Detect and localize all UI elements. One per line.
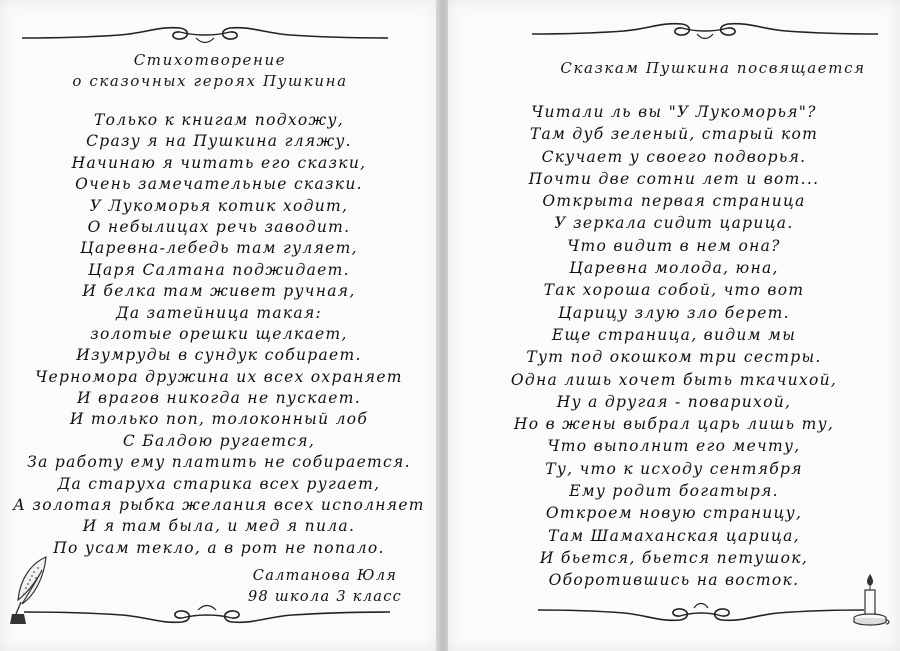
poem-line: Открыта первая страница — [542, 192, 806, 211]
poem-line: А золотая рыбка желания всех исполняет — [13, 496, 425, 515]
school-info: 98 школа 3 класс — [247, 589, 403, 605]
poem-line: Ту, что к исходу сентября — [545, 459, 803, 478]
poem-line: И я там была, и мед я пила. — [82, 517, 356, 536]
poem-line: Еще страница, видим мы — [551, 325, 797, 344]
poem-line: У Лукоморья котик ходит, — [89, 196, 349, 215]
poem-line: Там дуб зеленый, старый кот — [529, 125, 819, 144]
poem-line: Тут под окошком три сестры. — [526, 348, 822, 367]
left-poem — [0, 110, 438, 559]
poem-line: Ну а другая - поварихой, — [556, 392, 792, 411]
poem-line: Так хороша собой, что вот — [543, 281, 805, 300]
right-poem — [458, 101, 890, 592]
top-flourish-left — [20, 22, 390, 48]
candle-icon — [850, 572, 890, 628]
poem-line: Но в жены выбрал царь лишь ту, — [513, 415, 835, 434]
bottom-flourish-left — [22, 600, 392, 626]
poem-line: И врагов никогда не пускает. — [76, 389, 361, 408]
right-title — [538, 58, 888, 79]
poem-line: И только поп, толоконный лоб — [69, 410, 369, 429]
poem-line: Что видит в нем она? — [567, 236, 781, 255]
poem-line: Там Шамаханская царица, — [548, 526, 800, 545]
poem-line: Изумруды в сундук собирает. — [76, 346, 362, 365]
poem-line: Что выполнит его мечту, — [547, 437, 801, 456]
author-name: Салтанова Юля — [252, 568, 398, 584]
poem-line: Да старуха старика всех ругает, — [57, 474, 381, 493]
right-page — [448, 0, 900, 651]
poem-line: Почти две сотни лет и вот... — [528, 169, 820, 188]
poem-line: Читали ль вы "У Лукоморья"? — [531, 103, 817, 121]
left-title-line-2: о сказочных героях Пушкина — [72, 72, 348, 90]
poem-line: Скучает у своего подворья. — [541, 147, 807, 166]
poem-line: И бьется, бьется петушок, — [539, 548, 809, 567]
poem-line: Начинаю я читать его сказки, — [71, 153, 367, 172]
poem-line: О небылицах речь заводит. — [87, 217, 351, 236]
left-title-line-1: Стихотворение — [133, 51, 287, 69]
poem-line: Оборотившись на восток. — [548, 571, 800, 590]
poem-line: И белка там живет ручная, — [82, 282, 356, 301]
poem-line: С Балдою ругается, — [122, 431, 316, 450]
poem-line: Только к книгам подхожу, — [94, 111, 344, 129]
poem-line: Царицу злую зло берет. — [558, 303, 790, 322]
poem-line: Царя Салтана поджидает. — [88, 260, 350, 279]
poem-line: Откроем новую страницу, — [545, 504, 803, 523]
top-flourish-right — [530, 18, 880, 44]
left-title — [20, 50, 400, 92]
poem-line: Очень замечательные сказки. — [75, 175, 363, 194]
poem-line: У зеркала сидит царица. — [554, 214, 794, 233]
poem-line: По усам текло, а в рот не попало. — [53, 538, 385, 557]
bottom-flourish-right — [536, 598, 866, 624]
poem-line: Да затейница такая: — [115, 303, 323, 322]
poem-line: Одна лишь хочет быть ткачихой, — [510, 370, 838, 389]
poem-line: Царевна-лебедь там гуляет, — [80, 239, 358, 258]
left-page — [0, 0, 438, 651]
poem-line: Ему родит богатыря. — [569, 482, 779, 501]
poem-line: Сразу я на Пушкина гляжу. — [86, 132, 352, 151]
poem-line: Черномора дружина их всех охраняет — [35, 367, 403, 386]
poem-line: За работу ему платить не собирается. — [27, 453, 411, 472]
right-title-text: Сказкам Пушкина посвящается — [560, 59, 866, 77]
poem-line: Царевна молода, юна, — [569, 259, 779, 278]
poem-line: золотые орешки щелкает, — [90, 324, 348, 343]
